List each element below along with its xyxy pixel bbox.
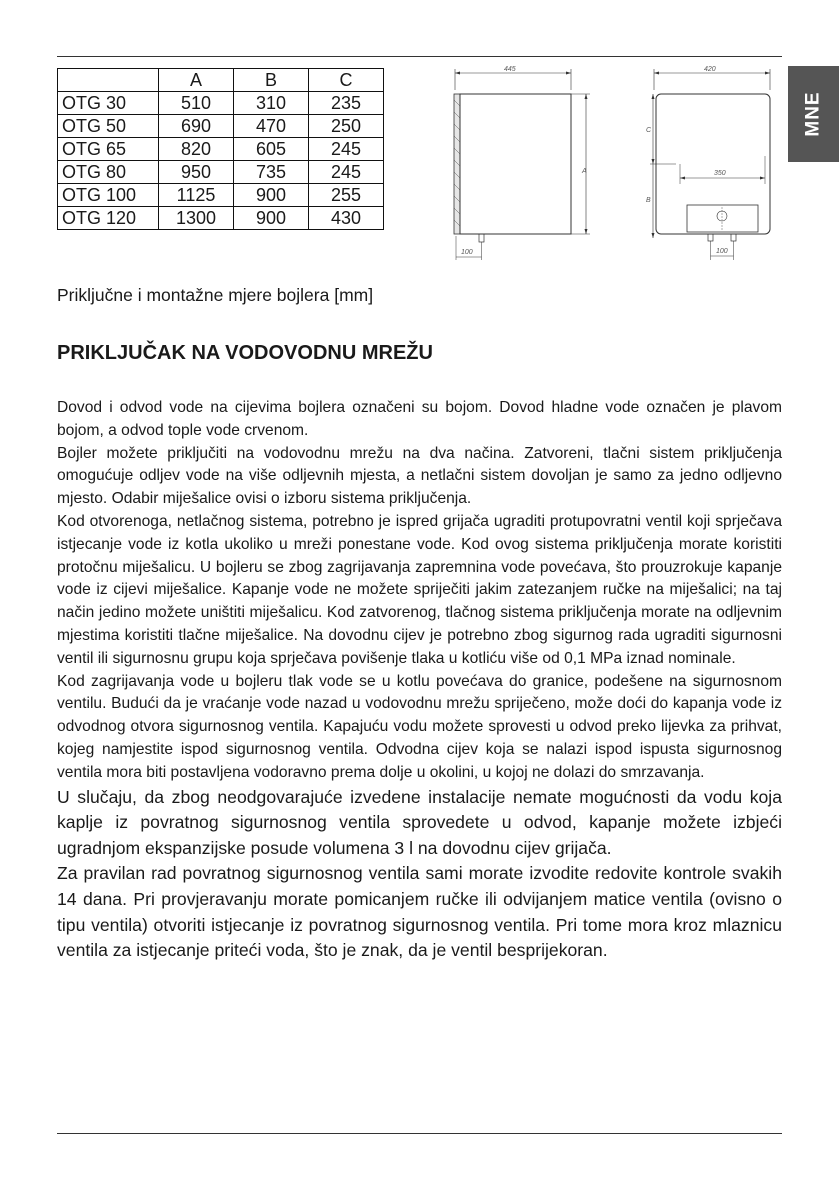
side-dim-c-label: C: [646, 127, 652, 134]
language-tab-label: MNE: [802, 91, 824, 137]
value-cell: 235: [309, 92, 384, 115]
table-header-cell: [58, 69, 159, 92]
paragraph: Kod otvorenoga, netlačnog sistema, potrebno je ispred grijača ugraditi protupovratni ventil koji sprječava istjecanje vode iz kotla ukoliko u mreži ponestane vode. Kod ovog sistema priključenja morate koristiti protočnu miješalicu. U bojleru se zbog zagrijavanja zapremnina vode povećava, što prouzrokuje kapanje vode iz cijevi miješalice. Kapanje vode ne možete spriječiti jakim zatezanjem ručke na miješalici; na taj način jedino možete uništiti miješalicu. Kod zatvorenog, tlačnog sistema priključenja morate na odljevnim mjestima koristiti tlačne miješalice. Na dovodnu cijev je potrebno zbog sigurnog rada ugraditi sigurnosni ventil ili sigurnosnu grupu koja sprječava povišenje tlaka u kotliću više od 0,1 MPa iznad nominale.: [57, 512, 782, 667]
bottom-rule: [57, 1133, 782, 1134]
table-header-cell: A: [159, 69, 234, 92]
body-text: [57, 397, 782, 964]
value-cell: 255: [309, 184, 384, 207]
front-dim-a-label: A: [582, 168, 587, 175]
value-cell: 900: [234, 184, 309, 207]
table-header-cell: B: [234, 69, 309, 92]
front-offset-label: 100: [461, 249, 473, 256]
value-cell: 900: [234, 207, 309, 230]
side-dim-b-label: B: [646, 197, 651, 204]
top-rule: [57, 56, 782, 57]
table-row: [58, 184, 384, 207]
language-tab: [788, 66, 839, 162]
model-cell: OTG 100: [58, 184, 159, 207]
side-view: [646, 66, 770, 260]
section-heading: PRIKLJUČAK NA VODOVODNU MREŽU: [57, 342, 433, 364]
value-cell: 245: [309, 161, 384, 184]
model-cell: OTG 120: [58, 207, 159, 230]
boiler-dimension-drawing: [440, 60, 785, 270]
value-cell: 310: [234, 92, 309, 115]
table-row: [58, 115, 384, 138]
table-row: [58, 161, 384, 184]
table-header-cell: C: [309, 69, 384, 92]
value-cell: 820: [159, 138, 234, 161]
model-cell: OTG 30: [58, 92, 159, 115]
side-width-label: 420: [704, 66, 716, 73]
value-cell: 470: [234, 115, 309, 138]
value-cell: 1125: [159, 184, 234, 207]
table-caption: Priključne i montažne mjere bojlera [mm]: [57, 285, 374, 305]
value-cell: 605: [234, 138, 309, 161]
front-width-label: 445: [504, 66, 516, 73]
value-cell: 245: [309, 138, 384, 161]
value-cell: 430: [309, 207, 384, 230]
model-cell: OTG 65: [58, 138, 159, 161]
value-cell: 250: [309, 115, 384, 138]
value-cell: 690: [159, 115, 234, 138]
value-cell: 510: [159, 92, 234, 115]
table-header-row: [58, 69, 384, 92]
paragraph: U slučaju, da zbog neodgovarajuće izvedene instalacije nemate mogućnosti da vodu koja kaplje iz povratnog sigurnosnog ventila sprovedete u odvod, kapanje možete izbjeći ugradnjom ekspanzijske posude volumena 3 l na dovodnu cijev grijača.: [57, 786, 782, 858]
table-row: [58, 207, 384, 230]
paragraph: Za pravilan rad povratnog sigurnosnog ventila sami morate izvodite redovite kontrole svakih 14 dana. Pri provjeravanju morate pomicanjem ručke ili odvijanjem matice ventila (ovisno o tipu ventila) otvoriti istjecanje iz povratnog sigurnosnog ventila. Pri tome mora kroz mlaznicu ventila za istjecanje priteći voda, što je znak, da je ventil besprijekoran.: [57, 863, 782, 961]
mount-spacing-label: 350: [714, 170, 726, 177]
paragraph: Bojler možete priključiti na vodovodnu mrežu na dva načina. Zatvoreni, tlačni sistem priključenja omogućuje odljev vode na više odljevnih mjesta, a netlačni sistem dovoljan je samo za jedno odljevno mjesto. Odabir miješalice ovisi o izboru sistema priključenja.: [57, 444, 782, 508]
model-cell: OTG 80: [58, 161, 159, 184]
model-cell: OTG 50: [58, 115, 159, 138]
dimensions-table: [57, 68, 384, 230]
table-row: [58, 138, 384, 161]
paragraph: Dovod i odvod vode na cijevima bojlera označeni su bojom. Dovod hladne vode označen je plavom bojom, a odvod tople vode crvenom.: [57, 399, 782, 439]
value-cell: 950: [159, 161, 234, 184]
value-cell: 735: [234, 161, 309, 184]
paragraph: Kod zagrijavanja vode u bojleru tlak vode se u kotlu povećava do granice, podešene na sigurnosnom ventilu. Budući da je vraćanje vode nazad u vodovodnu mrežu spriječeno, može doći do kapanja vode iz odvodnog otvora sigurnosnog ventila. Kapajuću vodu možete sprovesti u odvod preko lijevka za prihvat, kojeg namjestite ispod sigurnosnog ventila. Odvodna cijev koja se nalazi ispod ispusta sigurnosnog ventila mora biti postavljena vodoravno prema dolje u okolini, u kojoj ne dolazi do smrzavanja.: [57, 672, 782, 781]
table-row: [58, 92, 384, 115]
value-cell: 1300: [159, 207, 234, 230]
front-view: [454, 66, 590, 260]
side-offset-label: 100: [716, 248, 728, 255]
